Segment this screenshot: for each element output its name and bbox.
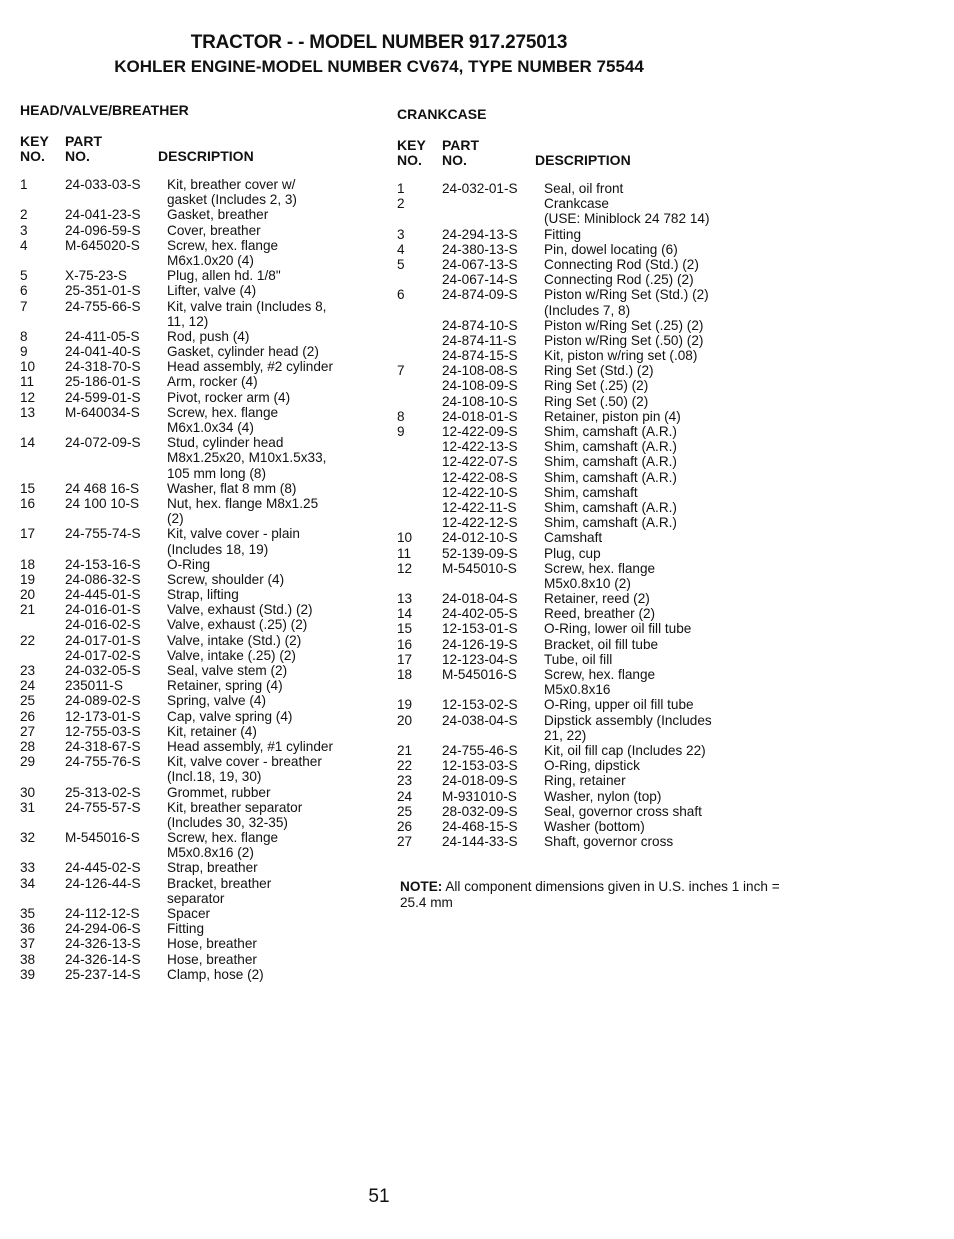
key-no: 12 [397, 560, 413, 576]
key-no: 4 [20, 237, 28, 253]
part-no: 24-294-13-S [442, 226, 518, 242]
description: Shim, camshaft [544, 484, 638, 500]
key-no: 4 [397, 241, 405, 257]
part-no: 24-018-01-S [442, 408, 518, 424]
part-no: 24 100 10-S [65, 495, 140, 511]
key-no: 11 [397, 545, 412, 561]
key-no: 5 [397, 256, 405, 272]
key-no: 1 [397, 181, 405, 196]
description: Ring, retainer [544, 773, 626, 789]
part-no: 24-067-14-S [442, 272, 518, 288]
part-no: 24-318-70-S [65, 359, 141, 375]
description: Washer, nylon (top) [544, 788, 662, 804]
key-no: 39 [20, 966, 36, 982]
description: Retainer, piston pin (4) [544, 408, 681, 424]
part-no: 24-108-09-S [442, 378, 518, 394]
description: M6x1.0x20 (4) [167, 252, 254, 268]
part-no: 24-599-01-S [65, 389, 141, 405]
description: Screw, hex. flange [167, 404, 279, 420]
part-no: 24-755-66-S [65, 298, 141, 314]
page-number: 51 [368, 1186, 390, 1207]
description: Connecting Rod (Std.) (2) [544, 256, 699, 272]
part-no: 24-755-57-S [65, 799, 141, 815]
description: Tube, oil fill [544, 651, 613, 667]
description: Shim, camshaft (A.R.) [544, 515, 677, 531]
part-no: 12-153-03-S [442, 758, 518, 774]
part-header: PART [65, 133, 103, 149]
key-no: 34 [20, 875, 36, 891]
part-no: M-645020-S [65, 237, 140, 253]
part-no: 12-422-08-S [442, 469, 518, 485]
key-no: 19 [397, 697, 413, 713]
description: Screw, hex. flange [544, 667, 656, 682]
key-no: 9 [397, 424, 405, 439]
part-no: 28-032-09-S [442, 803, 518, 819]
key-no: 16 [397, 636, 413, 652]
key-no: 10 [397, 530, 413, 546]
key-no: 31 [20, 799, 36, 815]
part-no: 24 468 16-S [65, 480, 140, 496]
description: Valve, intake (Std.) (2) [167, 632, 302, 648]
note-text: All component dimensions given in U.S. inches 1 inch = 25.4 mm [400, 879, 780, 910]
key-header: KEY [20, 133, 49, 149]
key-no: 9 [20, 344, 28, 360]
key-no: 35 [20, 906, 36, 921]
description: Fitting [167, 921, 205, 937]
description: M6x1.0x34 (4) [167, 420, 254, 435]
key-no: 16 [20, 495, 36, 511]
key-no: 20 [20, 587, 36, 603]
description: Piston w/Ring Set (.50) (2) [544, 332, 704, 348]
description: Seal, oil front [544, 181, 624, 196]
key-no: 23 [397, 773, 413, 789]
page-subtitle: KOHLER ENGINE-MODEL NUMBER CV674, TYPE NUMBER 75544 [114, 57, 644, 76]
key-no: 14 [20, 435, 36, 451]
description: 105 mm long (8) [167, 465, 266, 481]
key-no: 22 [397, 758, 413, 774]
description: Strap, lifting [167, 587, 239, 603]
key-no: 21 [397, 742, 413, 758]
part-no: 24-096-59-S [65, 222, 141, 238]
part-no: 24-086-32-S [65, 571, 141, 587]
section-title: CRANKCASE [397, 106, 487, 122]
description: Pin, dowel locating (6) [544, 241, 678, 257]
description: O-Ring, lower oil fill tube [544, 621, 692, 637]
part-no: 24-126-19-S [442, 636, 518, 652]
description: separator [167, 890, 225, 906]
part-no: 24-017-02-S [65, 647, 141, 663]
part-no: 12-422-10-S [442, 484, 518, 500]
part-no: 24-153-16-S [65, 556, 141, 572]
part-no: 12-123-04-S [442, 651, 518, 667]
key-no: 33 [20, 860, 36, 876]
part-no-header: NO. [442, 152, 467, 168]
description: Plug, allen hd. 1/8" [167, 268, 281, 284]
description: Arm, rocker (4) [167, 374, 258, 390]
key-no: 37 [20, 936, 36, 952]
part-no: 24-108-08-S [442, 363, 518, 379]
description: Screw, hex. flange [167, 237, 279, 253]
key-no: 18 [397, 667, 413, 682]
description: Shim, camshaft (A.R.) [544, 424, 677, 439]
key-no: 14 [397, 606, 413, 622]
key-no: 23 [20, 663, 36, 678]
description: Hose, breather [167, 936, 257, 952]
key-header: KEY [397, 137, 426, 153]
part-no: 24-017-01-S [65, 632, 141, 648]
description: Reed, breather (2) [544, 606, 656, 622]
part-no: 12-422-09-S [442, 424, 518, 439]
description: Screw, shoulder (4) [167, 571, 285, 587]
description: Spring, valve (4) [167, 693, 266, 709]
part-no: X-75-23-S [65, 268, 127, 284]
part-no: 24-112-12-S [65, 906, 140, 921]
key-no-header: NO. [20, 148, 45, 164]
part-no: 24-326-14-S [65, 951, 141, 967]
description: Pivot, rocker arm (4) [167, 389, 291, 405]
part-no: 24-144-33-S [442, 834, 518, 850]
part-no: 24-468-15-S [442, 818, 518, 834]
key-no: 29 [20, 754, 36, 770]
description: Shim, camshaft (A.R.) [544, 469, 677, 485]
key-no: 30 [20, 784, 36, 800]
description: Ring Set (.50) (2) [544, 393, 649, 409]
key-no: 18 [20, 556, 36, 572]
key-no: 3 [397, 226, 405, 242]
part-no: 24-018-04-S [442, 591, 518, 607]
part-no: 24-326-13-S [65, 936, 141, 952]
description: Head assembly, #2 cylinder [167, 359, 333, 375]
key-no: 11 [20, 374, 35, 390]
description: (Includes 18, 19) [167, 541, 269, 557]
part-no: 12-422-11-S [442, 499, 517, 515]
part-no: 25-313-02-S [65, 784, 141, 800]
key-no: 25 [397, 803, 413, 819]
key-no: 13 [20, 404, 36, 420]
part-no: 24-874-15-S [442, 348, 518, 364]
description: Valve, exhaust (Std.) (2) [167, 602, 313, 618]
dimension-note [400, 879, 780, 910]
key-no: 20 [397, 712, 413, 728]
part-no: M-640034-S [65, 404, 140, 420]
description: Retainer, spring (4) [167, 678, 283, 694]
description: Screw, hex. flange [167, 830, 279, 846]
description: Hose, breather [167, 951, 257, 967]
key-no: 7 [20, 298, 28, 314]
description: Grommet, rubber [167, 784, 271, 800]
part-no: 24-012-10-S [442, 530, 518, 546]
description: (USE: Miniblock 24 782 14) [544, 211, 710, 227]
description: Nut, hex. flange M8x1.25 [167, 495, 319, 511]
key-no: 24 [20, 678, 36, 694]
part-no: 24-067-13-S [442, 256, 518, 272]
description: (Includes 7, 8) [544, 302, 631, 318]
description: gasket (Includes 2, 3) [167, 192, 297, 208]
description: Strap, breather [167, 860, 258, 876]
description: Washer (bottom) [544, 818, 645, 834]
part-no: 12-422-13-S [442, 439, 518, 455]
description: Cover, breather [167, 222, 261, 238]
description: Bracket, oil fill tube [544, 636, 659, 652]
key-no: 28 [20, 738, 36, 754]
part-no: 24-874-10-S [442, 317, 518, 333]
part-no: 24-032-01-S [442, 181, 518, 196]
key-no: 32 [20, 830, 36, 846]
description: Kit, valve cover - plain [167, 526, 300, 542]
description: (Includes 30, 32-35) [167, 814, 288, 830]
description: Kit, oil fill cap (Includes 22) [544, 742, 706, 758]
part-no: 24-041-40-S [65, 344, 141, 360]
key-no: 36 [20, 921, 36, 937]
part-no: 235011-S [65, 678, 123, 694]
description: O-Ring, dipstick [544, 758, 640, 774]
part-no: 24-089-02-S [65, 693, 141, 709]
key-no: 15 [20, 480, 36, 496]
description: Seal, governor cross shaft [544, 803, 702, 819]
section-title: HEAD/VALVE/BREATHER [20, 102, 189, 118]
part-no: M-545016-S [442, 667, 517, 682]
key-no: 2 [397, 196, 405, 212]
part-no: 24-038-04-S [442, 712, 518, 728]
key-no: 19 [20, 571, 36, 587]
key-no: 22 [20, 632, 36, 648]
description: Clamp, hose (2) [167, 966, 264, 982]
part-no: 12-153-02-S [442, 697, 518, 713]
description: Crankcase [544, 196, 609, 212]
key-no: 1 [20, 177, 28, 192]
key-no: 2 [20, 207, 28, 223]
part-no: 24-033-03-S [65, 177, 141, 192]
description: 21, 22) [544, 727, 587, 743]
part-no: 24-294-06-S [65, 921, 141, 937]
description: Kit, retainer (4) [167, 723, 257, 739]
key-no: 13 [397, 591, 413, 607]
part-header: PART [442, 137, 480, 153]
part-no: M-545016-S [65, 830, 140, 846]
key-no: 24 [397, 788, 413, 804]
description: Lifter, valve (4) [167, 283, 257, 299]
key-no: 5 [20, 268, 28, 284]
part-no: 25-237-14-S [65, 966, 141, 982]
part-no: 24-411-05-S [65, 328, 140, 344]
description: Gasket, breather [167, 207, 269, 223]
part-no: 24-032-05-S [65, 663, 141, 678]
key-no: 12 [20, 389, 36, 405]
description: O-Ring [167, 556, 211, 572]
description: (2) [167, 511, 184, 527]
description: Cap, valve spring (4) [167, 708, 293, 724]
part-no: 12-173-01-S [65, 708, 141, 724]
description: Camshaft [544, 530, 603, 546]
part-no: M-545010-S [442, 560, 517, 576]
part-no: 25-351-01-S [65, 283, 141, 299]
description: Kit, breather separator [167, 799, 303, 815]
part-no: 24-041-23-S [65, 207, 141, 223]
part-no: M-931010-S [442, 788, 517, 804]
key-no: 15 [397, 621, 413, 637]
key-no: 26 [397, 818, 413, 834]
part-no: 24-126-44-S [65, 875, 141, 891]
description: Seal, valve stem (2) [167, 663, 288, 678]
key-no: 10 [20, 359, 36, 375]
key-no: 8 [397, 408, 405, 424]
description: Kit, valve train (Includes 8, [167, 298, 327, 314]
description: Valve, exhaust (.25) (2) [167, 617, 308, 633]
key-no: 7 [397, 363, 405, 379]
description: Piston w/Ring Set (Std.) (2) [544, 287, 709, 303]
part-no: 12-755-03-S [65, 723, 141, 739]
description: Kit, valve cover - breather [167, 754, 322, 770]
description: Screw, hex. flange [544, 560, 656, 576]
key-no: 21 [20, 602, 36, 618]
description: Fitting [544, 226, 582, 242]
description: Ring Set (Std.) (2) [544, 363, 654, 379]
page-title: TRACTOR - - MODEL NUMBER 917.275013 [190, 32, 568, 53]
part-no: 24-016-01-S [65, 602, 141, 618]
note-label: NOTE: [400, 879, 443, 894]
description: Stud, cylinder head [167, 435, 284, 451]
key-no: 17 [20, 526, 36, 542]
key-no: 6 [20, 283, 28, 299]
key-no: 26 [20, 708, 36, 724]
description: (Incl.18, 19, 30) [167, 769, 262, 785]
part-no-header: NO. [65, 148, 90, 164]
key-no: 25 [20, 693, 36, 709]
key-no: 6 [397, 287, 405, 303]
description: M5x0.8x10 (2) [544, 575, 631, 591]
part-no: 24-380-13-S [442, 241, 518, 257]
description: Shim, camshaft (A.R.) [544, 454, 677, 470]
description: Spacer [167, 906, 211, 921]
key-no-header: NO. [397, 152, 422, 168]
description: Kit, breather cover w/ [167, 177, 296, 192]
part-no: 24-874-11-S [442, 332, 517, 348]
part-no: 25-186-01-S [65, 374, 141, 390]
part-no: 24-874-09-S [442, 287, 518, 303]
part-no: 24-445-01-S [65, 587, 141, 603]
description-header: DESCRIPTION [535, 152, 631, 168]
description: Connecting Rod (.25) (2) [544, 272, 694, 288]
part-no: 24-402-05-S [442, 606, 518, 622]
description: O-Ring, upper oil fill tube [544, 697, 694, 713]
description-header: DESCRIPTION [158, 148, 254, 164]
key-no: 38 [20, 951, 36, 967]
part-no: 24-108-10-S [442, 393, 518, 409]
part-no: 12-422-12-S [442, 515, 518, 531]
description: Plug, cup [544, 545, 601, 561]
key-no: 3 [20, 222, 28, 238]
part-no: 24-018-09-S [442, 773, 518, 789]
part-no: 52-139-09-S [442, 545, 518, 561]
description: M5x0.8x16 [544, 682, 611, 698]
part-no: 24-755-76-S [65, 754, 141, 770]
description: M8x1.25x20, M10x1.5x33, [167, 450, 327, 466]
description: M5x0.8x16 (2) [167, 845, 254, 861]
part-no: 24-445-02-S [65, 860, 141, 876]
key-no: 8 [20, 328, 28, 344]
description: Shim, camshaft (A.R.) [544, 499, 677, 515]
description: Gasket, cylinder head (2) [167, 344, 319, 360]
key-no: 27 [20, 723, 36, 739]
description: 11, 12) [167, 313, 209, 329]
description: Head assembly, #1 cylinder [167, 738, 333, 754]
description: Piston w/Ring Set (.25) (2) [544, 317, 704, 333]
description: Dipstick assembly (Includes [544, 712, 712, 728]
description: Bracket, breather [167, 875, 272, 891]
description: Rod, push (4) [167, 328, 250, 344]
description: Ring Set (.25) (2) [544, 378, 649, 394]
description: Washer, flat 8 mm (8) [167, 480, 297, 496]
part-no: 24-318-67-S [65, 738, 141, 754]
description: Kit, piston w/ring set (.08) [544, 348, 698, 364]
part-no: 12-422-07-S [442, 454, 518, 470]
part-no: 12-153-01-S [442, 621, 518, 637]
description: Valve, intake (.25) (2) [167, 647, 296, 663]
key-no: 17 [397, 651, 413, 667]
description: Shaft, governor cross [544, 834, 674, 850]
part-no: 24-072-09-S [65, 435, 141, 451]
description: Retainer, reed (2) [544, 591, 650, 607]
key-no: 27 [397, 834, 413, 850]
part-no: 24-755-46-S [442, 742, 518, 758]
part-no: 24-755-74-S [65, 526, 141, 542]
part-no: 24-016-02-S [65, 617, 141, 633]
description: Shim, camshaft (A.R.) [544, 439, 677, 455]
